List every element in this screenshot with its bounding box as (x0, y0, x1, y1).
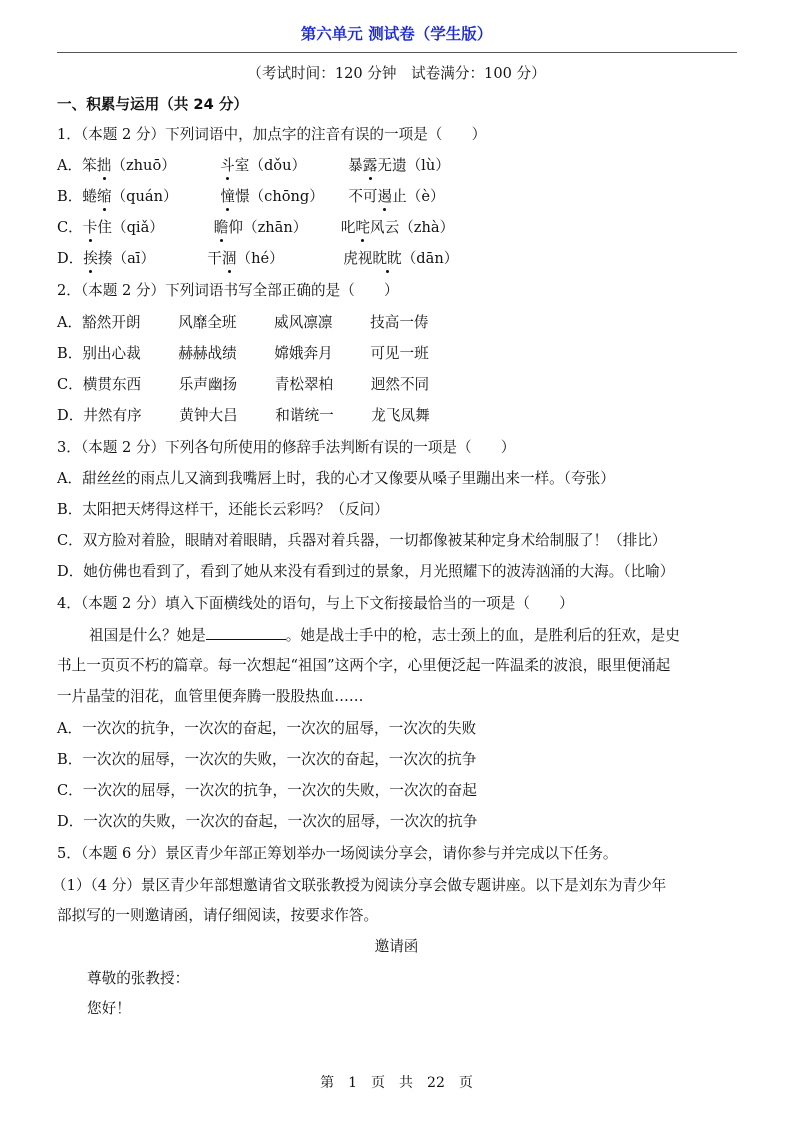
option-word: 虎视眈眈（dān） (343, 250, 459, 267)
question-1-option-a (57, 156, 450, 176)
question-4-stem: 4．（本题 2 分）填入下面横线处的语句，与上下文衔接最恰当的一项是（ ） (57, 595, 574, 612)
option-label: C． (57, 219, 83, 236)
question-1-option-d (57, 249, 458, 269)
question-2-option-a: A．豁然开朗 风靡全班 威风凛凛 技高一俦 (57, 314, 429, 331)
question-3-option-b: B．太阳把天烤得这样干，还能长云彩吗？（反问） (57, 501, 389, 518)
page-number: 第 1 页 共 22 页 (320, 1075, 473, 1091)
question-4-passage-line: 一片晶莹的泪花，血管里便奔腾一股股热血…… (57, 688, 364, 705)
question-3-option-c: C．双方脸对着脸，眼睛对着眼睛，兵器对着兵器，一切都像被某种定身术给制服了！（排比） (57, 532, 667, 549)
question-3-option-d: D．她仿佛也看到了，看到了她从来没有看到过的景象，月光照耀下的波涛汹涌的大海。（比喻） (57, 563, 675, 580)
question-4-option-b: B．一次次的屈辱，一次次的失败，一次次的奋起，一次次的抗争 (57, 751, 477, 768)
question-3-option-a: A．甜丝丝的雨点儿又滴到我嘴唇上时，我的心才又像要从嗓子里蹦出来一样。（夸张） (57, 470, 615, 487)
question-4-passage-line: 书上一页页不朽的篇章。每一次想起“祖国”这两个字，心里便泛起一阵温柔的波浪，眼里便涌起 (57, 657, 671, 674)
question-4-passage-line: 祖国是什么？她是 。她是战士手中的枪，志士颈上的血，是胜利后的狂欢，是史 (89, 627, 680, 644)
exam-info: （考试时间：120 分钟 试卷满分：100 分） (247, 65, 546, 82)
header-divider (57, 52, 737, 53)
option-label: D． (57, 250, 84, 267)
option-label: B． (57, 188, 83, 205)
section-title: 一、积累与运用（共 24 分） (57, 96, 249, 113)
question-4-option-d: D．一次次的失败，一次次的奋起，一次次的屈辱，一次次的抗争 (57, 813, 478, 830)
question-2-stem: 2．（本题 2 分）下列词语书写全部正确的是（ ） (57, 282, 399, 299)
answer-blank (206, 625, 286, 640)
question-5-stem: 5．（本题 6 分）景区青少年部正筹划举办一场阅读分享会，请你参与并完成以下任务。 (57, 845, 618, 862)
option-word: 瞻仰（zhān） (213, 219, 308, 236)
option-word: 干涸（hé） (207, 250, 284, 267)
question-2-option-b: B．别出心裁 赫赫战绩 嫦娥奔月 可见一班 (57, 345, 429, 362)
option-word: 笨拙（zhuō） (82, 157, 176, 174)
question-2-option-c: C．横贯东西 乐声幽扬 青松翠柏 迥然不同 (57, 376, 430, 393)
question-3-stem: 3．（本题 2 分）下列各句所使用的修辞手法判断有误的一项是（ ） (57, 439, 516, 456)
option-word: 暴露无遗（lù） (348, 157, 450, 174)
option-word: 不可遏止（è） (348, 188, 445, 205)
option-word: 挨揍（aī） (83, 250, 156, 267)
question-1-option-b (57, 187, 445, 207)
option-word: 蜷缩（quán） (82, 188, 178, 205)
option-word: 憧憬（chōng） (220, 188, 324, 205)
question-4-option-a: A．一次次的抗争，一次次的奋起，一次次的屈辱，一次次的失败 (57, 720, 477, 737)
option-word: 卡住（qiǎ） (82, 219, 164, 236)
option-label: A． (57, 157, 83, 174)
question-2-option-d: D．井然有序 黄钟大吕 和谐统一 龙飞凤舞 (57, 407, 430, 424)
option-word: 斗室（dǒu） (220, 157, 307, 174)
question-5-sub1: （1）（4 分）景区青少年部想邀请省文联张教授为阅读分享会做专题讲座。以下是刘东为青少年 (52, 877, 667, 894)
option-word: 叱咤风云（zhà） (340, 219, 455, 236)
letter-title: 邀请函 (374, 938, 419, 955)
letter-salutation: 尊敬的张教授： (87, 970, 190, 987)
question-5-sub1-cont: 部拟写的一则邀请函，请仔细阅读，按要求作答。 (57, 907, 379, 924)
letter-greeting: 您好！ (87, 1000, 131, 1017)
header-title: 第六单元 测试卷（学生版） (300, 25, 493, 43)
question-1-option-c (57, 218, 454, 238)
question-1-stem: 1．（本题 2 分）下列词语中，加点字的注音有误的一项是（ ） (57, 126, 487, 143)
question-4-option-c: C．一次次的屈辱，一次次的抗争，一次次的失败，一次次的奋起 (57, 782, 477, 799)
